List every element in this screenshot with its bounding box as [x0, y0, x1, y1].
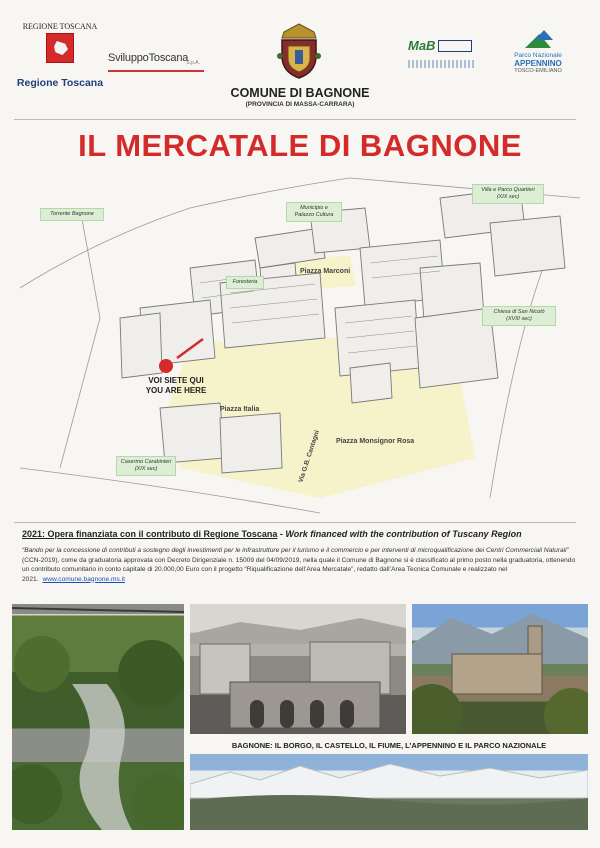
comune-title: COMUNE DI BAGNONE: [230, 86, 370, 100]
photo-castle: [412, 604, 588, 734]
tag-torrente: Torrente Bagnone: [40, 208, 104, 221]
description-paragraph: [22, 546, 582, 584]
label-piazza-italia: Piazza Italia: [220, 406, 260, 413]
divider: [14, 522, 576, 523]
tag-villa: Villa e Parco Quartieri (XIX sec): [472, 184, 544, 204]
photo-appennino-panorama: [190, 754, 588, 830]
comune-crest-icon: [276, 22, 322, 80]
description-italic: “Bando per la concessione di contributi a sostegno degli investimenti per le infrastrutture per il turismo e il commercio e per interventi di microqualificazione dei Centri Commerciali Naturali”: [22, 547, 569, 554]
provincia-subtitle: (PROVINCIA DI MASSA-CARRARA): [245, 101, 355, 108]
regione-toscana-logo: [14, 22, 106, 89]
divider: [14, 119, 576, 120]
tag-chiesa: Chiesa di San Nicolò (XVIII sec): [482, 306, 556, 326]
label-piazza-marconi: Piazza Marconi: [300, 268, 351, 275]
here-italian: VOI SIETE QUI: [148, 376, 204, 385]
tag-municipio: Municipio e Palazzo Cultura: [286, 202, 342, 222]
park-line-1: Parco Nazionale: [514, 52, 562, 59]
sviluppo-label: SviluppoToscana: [108, 52, 189, 64]
label-piazza-rosa: Piazza Monsignor Rosa: [336, 438, 415, 445]
you-are-here-label: [136, 376, 216, 396]
mab-unesco-logo: [408, 38, 474, 72]
website-link[interactable]: www.comune.bagnone.ms.it: [42, 575, 125, 583]
unesco-temple-icon: [438, 40, 472, 52]
financing-italian: 2021: Opera finanziata con il contributo di Regione Toscana: [22, 529, 278, 539]
label-via-cantagni: Via G.B. Cantagni: [297, 429, 321, 484]
parco-nazionale-logo: [492, 30, 584, 74]
mountain-icon: [523, 30, 553, 50]
photos-caption: BAGNONE: IL BORGO, IL CASTELLO, IL FIUME, L’APPENNINO E IL PARCO NAZIONALE: [231, 741, 547, 750]
regione-top-text: REGIONE TOSCANA: [22, 22, 98, 31]
financing-sep: -: [277, 529, 286, 539]
tag-foresteria: Foresteria: [226, 276, 264, 289]
financing-english: Work financed with the contribution of Tuscany Region: [285, 529, 522, 539]
header: [0, 0, 600, 118]
regione-label: Regione Toscana: [16, 77, 104, 89]
town-map: [20, 168, 580, 518]
photo-old-borgo: [190, 604, 406, 734]
park-line-2: APPENNINO: [514, 59, 562, 68]
tag-casermo: Casermo Carabinieri (XIX sec): [116, 456, 176, 476]
financing-line: [22, 529, 582, 539]
you-are-here-marker: [159, 359, 173, 373]
page-title: IL MERCATALE DI BAGNONE: [78, 128, 522, 163]
pegasus-flag-icon: [46, 33, 74, 63]
description-rest: (CCN-2019), come da graduatoria approvata con Decreto Dirigenziale n. 15009 del 04/09/2019, nella quale il Comune di Bagnone si è classificato al primo posto nella graduatoria, ottenendo un contributo comunitario in conto capitale di 20.000,00 Euro con il progetto “Riqualificazione dell’Area Mercatale”, redatto dall’Area Tecnica Comunale e realizzato nel 2021.: [22, 556, 576, 583]
photo-river-gorge: [12, 604, 184, 830]
sviluppo-toscana-logo: [108, 48, 204, 72]
sviluppo-sub: S.p.A.: [186, 60, 200, 66]
here-english: YOU ARE HERE: [145, 386, 207, 395]
park-line-3: TOSCO-EMILIANO: [514, 68, 562, 74]
mab-label: MaB: [408, 38, 436, 53]
